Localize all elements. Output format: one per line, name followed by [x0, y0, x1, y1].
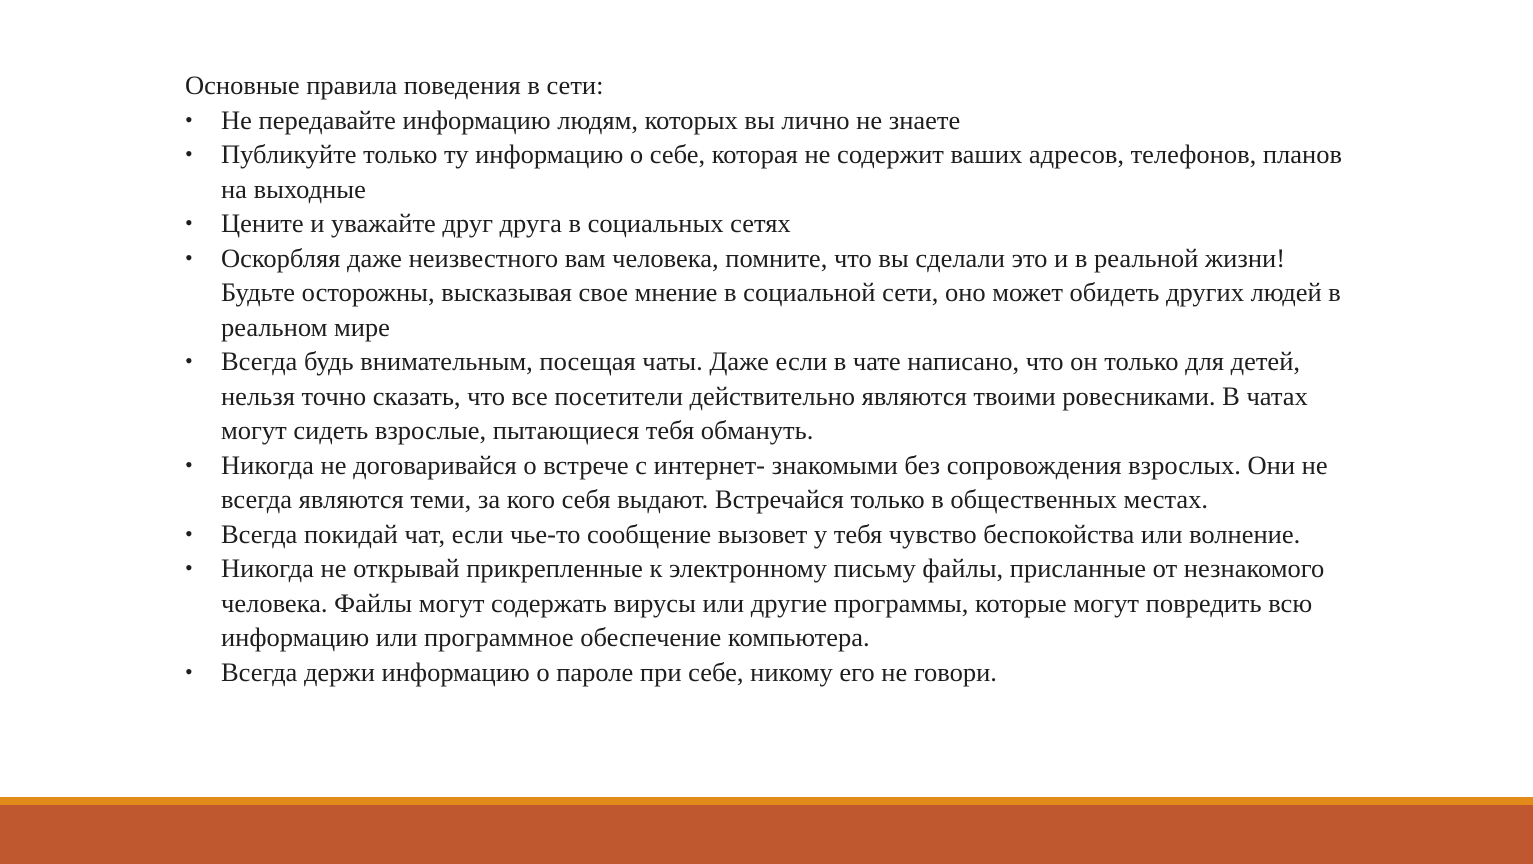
bullet-icon: • [185, 141, 193, 166]
bullet-icon: • [185, 658, 193, 684]
rule-text: Публикуйте только ту информацию о себе, которая не содержит ваших адресов, телефонов, планов на выходные [221, 139, 1342, 204]
list-item [185, 655, 1360, 690]
rules-list [185, 103, 1360, 690]
bullet-icon: • [185, 451, 193, 477]
bullet-icon: • [185, 210, 193, 235]
rule-text: Всегда держи информацию о пароле при себе, никому его не говори. [221, 656, 997, 687]
slide-content [185, 68, 1360, 689]
list-item [185, 448, 1360, 517]
accent-stripe [0, 797, 1533, 805]
list-item [185, 137, 1360, 206]
bullet-icon: • [185, 106, 193, 132]
rule-text: Никогда не открывай прикрепленные к электронному письму файлы, присланные от незнакомого человека. Файлы могут содержать вирусы или другие программы, которые могут повредить всю информацию или программное обеспечение компьютера. [221, 553, 1325, 652]
list-item [185, 103, 1360, 138]
bullet-icon: • [185, 520, 193, 546]
list-item [185, 206, 1360, 241]
bullet-icon: • [185, 348, 193, 373]
rule-text: Никогда не договаривайся о встрече с интернет- знакомыми без сопровождения взрослых. Они не всегда являются теми, за кого себя выдают. Встречайся только в общественных местах. [221, 449, 1328, 514]
slide-heading: Основные правила поведения в сети: [185, 70, 604, 100]
bullet-icon: • [185, 555, 193, 580]
bullet-icon: • [185, 244, 193, 270]
list-item [185, 344, 1360, 448]
rule-text: Всегда покидай чат, если чье-то сообщение вызовет у тебя чувство беспокойства или волнение. [221, 518, 1301, 549]
rule-text: Всегда будь внимательным, посещая чаты. Даже если в чате написано, что он только для детей, нельзя точно сказать, что все посетители действительно являются твоими ровесниками. В чатах могут сидеть взрослые, пытающиеся тебя обмануть. [221, 346, 1308, 445]
list-item [185, 517, 1360, 552]
footer-band [0, 805, 1533, 864]
rule-text: Не передавайте информацию людям, которых вы лично не знаете [221, 104, 961, 135]
rule-text: Оскорбляя даже неизвестного вам человека, помните, что вы сделали это и в реальной жизни! Будьте осторожны, высказывая свое мнение в социальной сети, оно может обидеть других людей в реальном мире [221, 242, 1341, 342]
list-item [185, 551, 1360, 655]
list-item [185, 241, 1360, 345]
rule-text: Цените и уважайте друг друга в социальных сетях [221, 208, 791, 238]
